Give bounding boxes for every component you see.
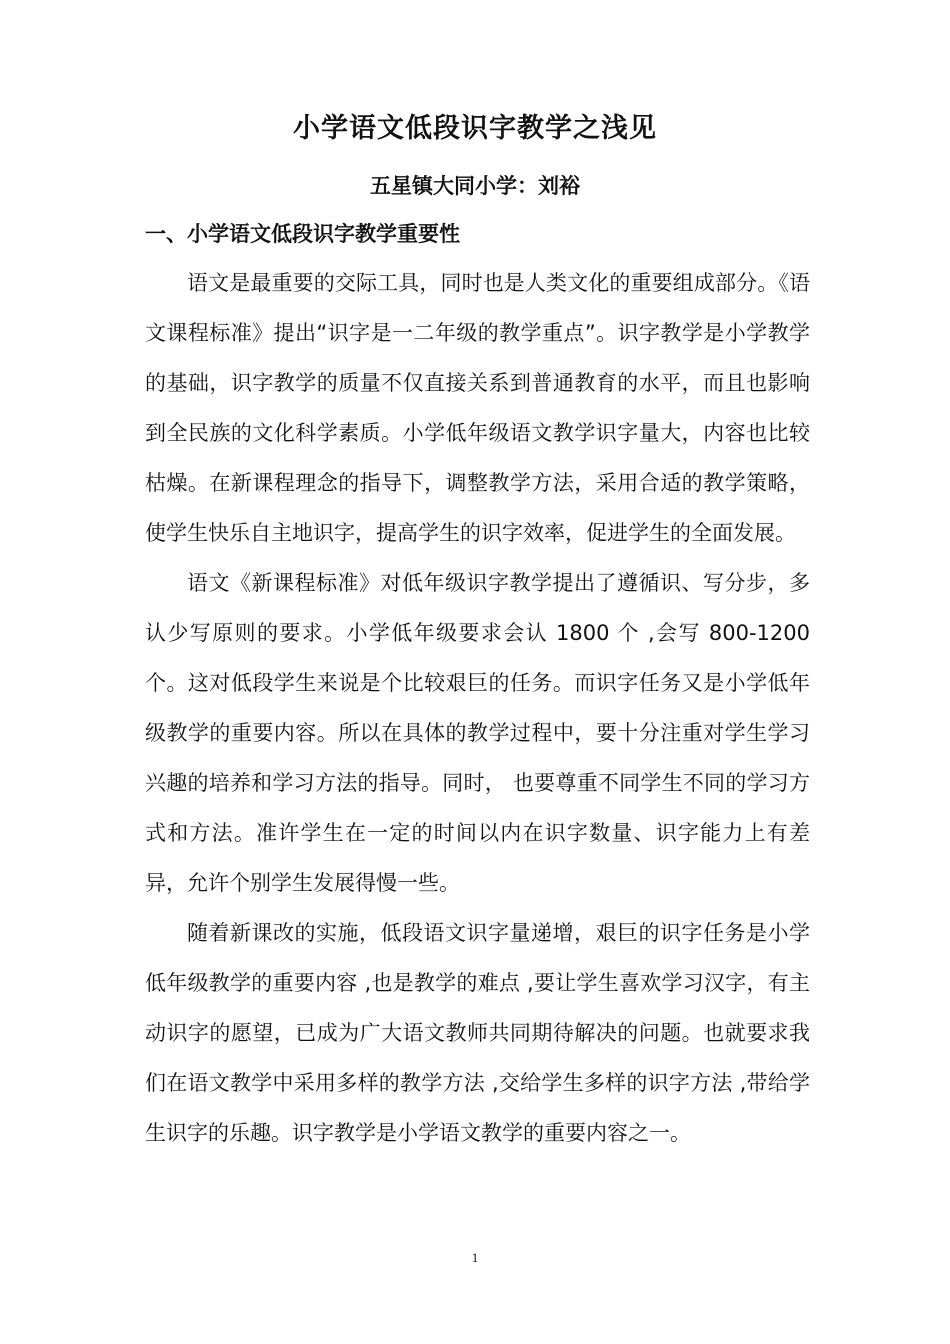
section-heading: 一、小学语文低段识字教学重要性 [145,222,460,246]
document-title: 小学语文低段识字教学之浅见 [293,113,657,144]
section-body [145,258,810,1158]
author-line: 五星镇大同小学：刘裕 [370,174,580,198]
paragraph-2: 语文《新课程标准》对低年级识字教学提出了遵循识、写分步，多认少写原则的要求。小学低年级要求会认 1800 个 ,会写 800-1200 个。这对低段学生来说是个比较艰巨的任务。而识字任务又是小学低年级教学的重要内容。所以在具体的教学过程中，要十分注重对学生学习兴趣的培养和学习方法的指导。同时， 也要尊重不同学生不同的学习方式和方法。准许学生在一定的时间以内在识字数量、识字能力上有差异，允许个别学生发展得慢一些。 [145,571,810,895]
paragraph-1: 语文是最重要的交际工具，同时也是人类文化的重要组成部分。《语文课程标准》提出“识字是一二年级的教学重点”。识字教学是小学教学的基础，识字教学的质量不仅直接关系到普通教育的水平，而且也影响到全民族的文化科学素质。小学低年级语文教学识字量大，内容也比较枯燥。在新课程理念的指导下，调整教学方法，采用合适的教学策略，使学生快乐自主地识字，提高学生的识字效率，促进学生的全面发展。 [145,271,810,545]
paragraph-3: 随着新课改的实施，低段语文识字量递增，艰巨的识字任务是小学低年级教学的重要内容 ,也是教学的难点 ,要让学生喜欢学习汉字，有主动识字的愿望，已成为广大语文教师共同期待解决的问题。也就要求我们在语文教学中采用多样的教学方法 ,交给学生多样的识字方法 ,带给学生识字的乐趣。识字教学是小学语文教学的重要内容之一。 [145,921,810,1145]
page-number: 1 [471,1250,479,1265]
